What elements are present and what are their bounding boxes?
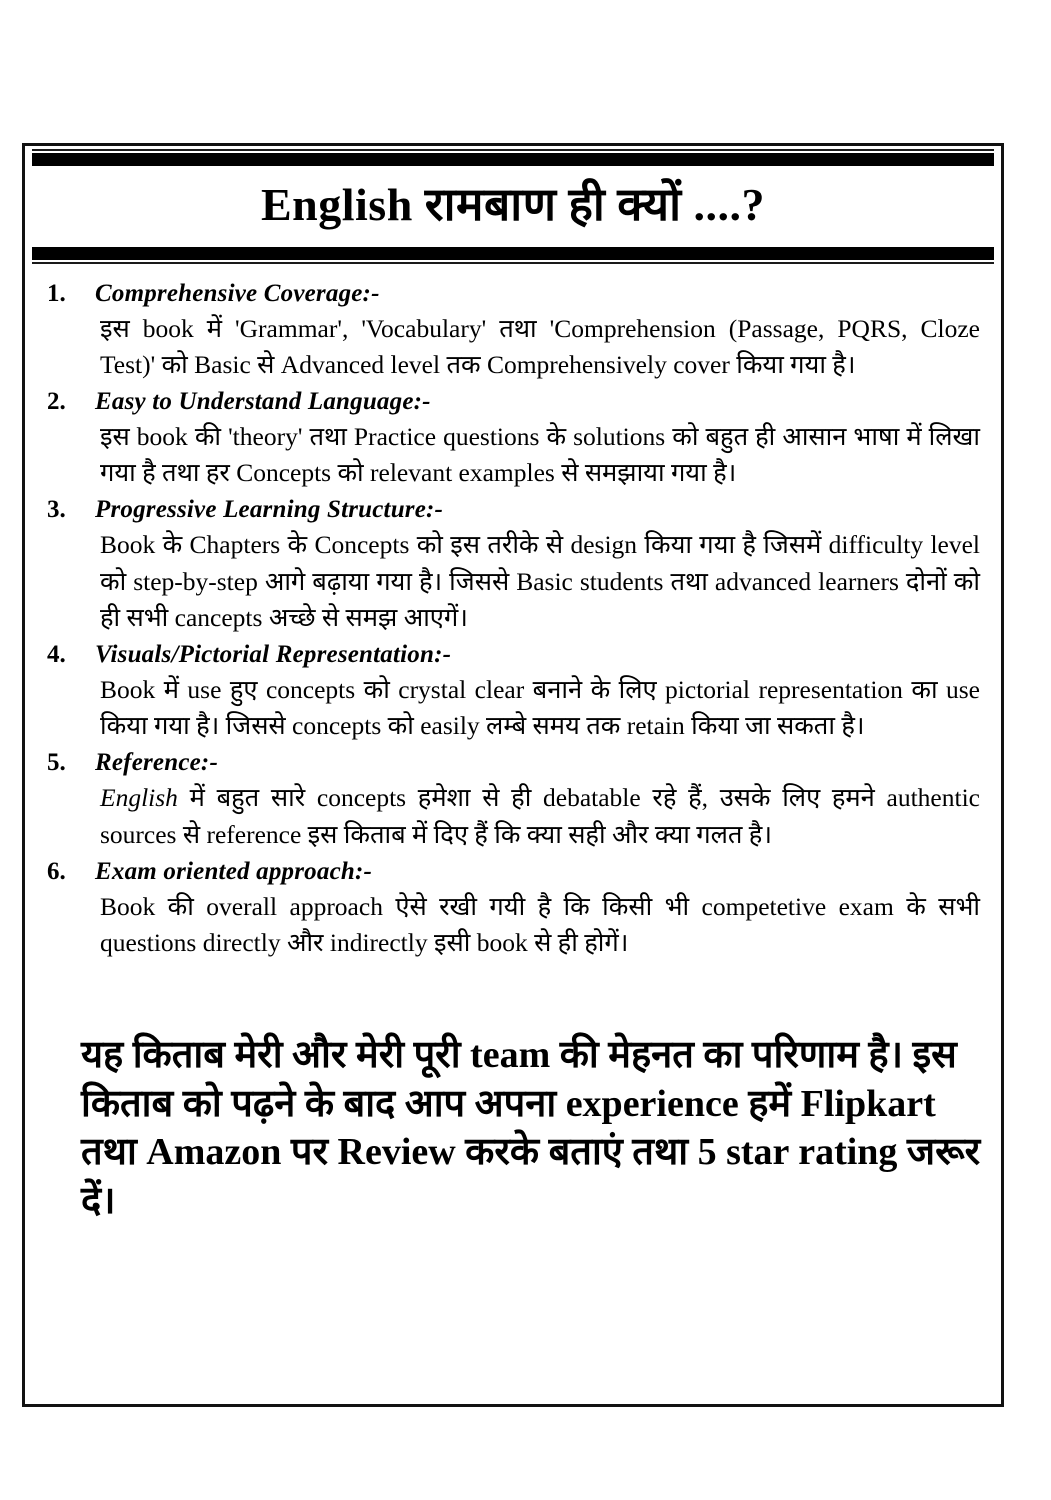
point-body-italic-lead: English bbox=[100, 783, 178, 813]
title-top-thin-rule bbox=[32, 149, 994, 151]
point-heading: Exam oriented approach:- bbox=[95, 857, 373, 885]
page-title: English रामबाण ही क्यों ....? bbox=[260, 179, 766, 230]
list-item bbox=[37, 496, 989, 636]
point-number: 4. bbox=[47, 641, 66, 669]
list-item bbox=[37, 280, 989, 383]
list-item bbox=[37, 749, 989, 852]
point-number: 1. bbox=[47, 279, 66, 307]
point-heading-row bbox=[37, 749, 989, 777]
point-body: Book में use हुए concepts को crystal clear बनाने के लिए pictorial representation का use किया गया है। जिससे concepts को easily लम्बे समय तक retain किया जा सकता है। bbox=[100, 675, 980, 741]
points-list bbox=[25, 264, 1001, 962]
point-number: 5. bbox=[47, 749, 66, 777]
point-heading: Comprehensive Coverage:- bbox=[95, 279, 380, 307]
point-heading: Visuals/Pictorial Representation:- bbox=[95, 641, 452, 669]
point-heading-row bbox=[37, 280, 989, 308]
title-block bbox=[25, 149, 1001, 264]
point-body: Book की overall approach ऐसे रखी गयी है कि किसी भी competetive exam के सभी questions directly और indirectly इसी book से ही होगें। bbox=[100, 891, 980, 958]
point-heading-row bbox=[37, 858, 989, 886]
point-heading: Reference:- bbox=[95, 749, 218, 777]
point-body: Book के Chapters के Concepts को इस तरीके से design किया गया है जिसमें difficulty level को step-by-step आगे बढ़ाया गया है। जिससे Basic students तथा advanced learners दोनों को ही सभी cancepts अच्छे से समझ आएगें। bbox=[100, 530, 980, 632]
point-number: 6. bbox=[47, 857, 66, 885]
point-heading-row bbox=[37, 388, 989, 416]
list-item bbox=[37, 858, 989, 961]
page-frame-border bbox=[22, 143, 1004, 1407]
title-top-thick-rule bbox=[32, 153, 994, 166]
list-item bbox=[37, 388, 989, 491]
title-bottom-thick-rule bbox=[32, 247, 994, 260]
point-body-rest: में बहुत सारे concepts हमेशा से ही debatable रहे हैं, उसके लिए हमने authentic sources से reference इस किताब में दिए हैं कि क्या सही और क्या गलत है। bbox=[100, 783, 980, 849]
point-heading: Progressive Learning Structure:- bbox=[95, 496, 444, 524]
point-body: इस book में 'Grammar', 'Vocabulary' तथा 'Comprehension (Passage, PQRS, Cloze Test)' को Basic से Advanced level तक Comprehensively cover किया गया है। bbox=[100, 313, 980, 379]
title-bottom-thin-rule bbox=[32, 262, 994, 264]
point-body bbox=[100, 780, 980, 852]
point-heading: Easy to Understand Language:- bbox=[95, 388, 431, 415]
point-heading-row bbox=[37, 641, 989, 669]
point-number: 2. bbox=[47, 388, 66, 415]
point-number: 3. bbox=[47, 496, 66, 524]
closing-paragraph: यह किताब मेरी और मेरी पूरी team की मेहनत का परिणाम है। इस किताब को पढ़ने के बाद आप अपना experience हमें Flipkart तथा Amazon पर Review करके बताएं तथा 5 star rating जरूर दें। bbox=[81, 1034, 981, 1223]
point-body: इस book की 'theory' तथा Practice questions के solutions को बहुत ही आसान भाषा में लिखा गया है तथा हर Concepts को relevant examples से समझाया गया है। bbox=[100, 422, 980, 488]
point-heading-row bbox=[37, 496, 989, 524]
list-item bbox=[37, 641, 989, 744]
